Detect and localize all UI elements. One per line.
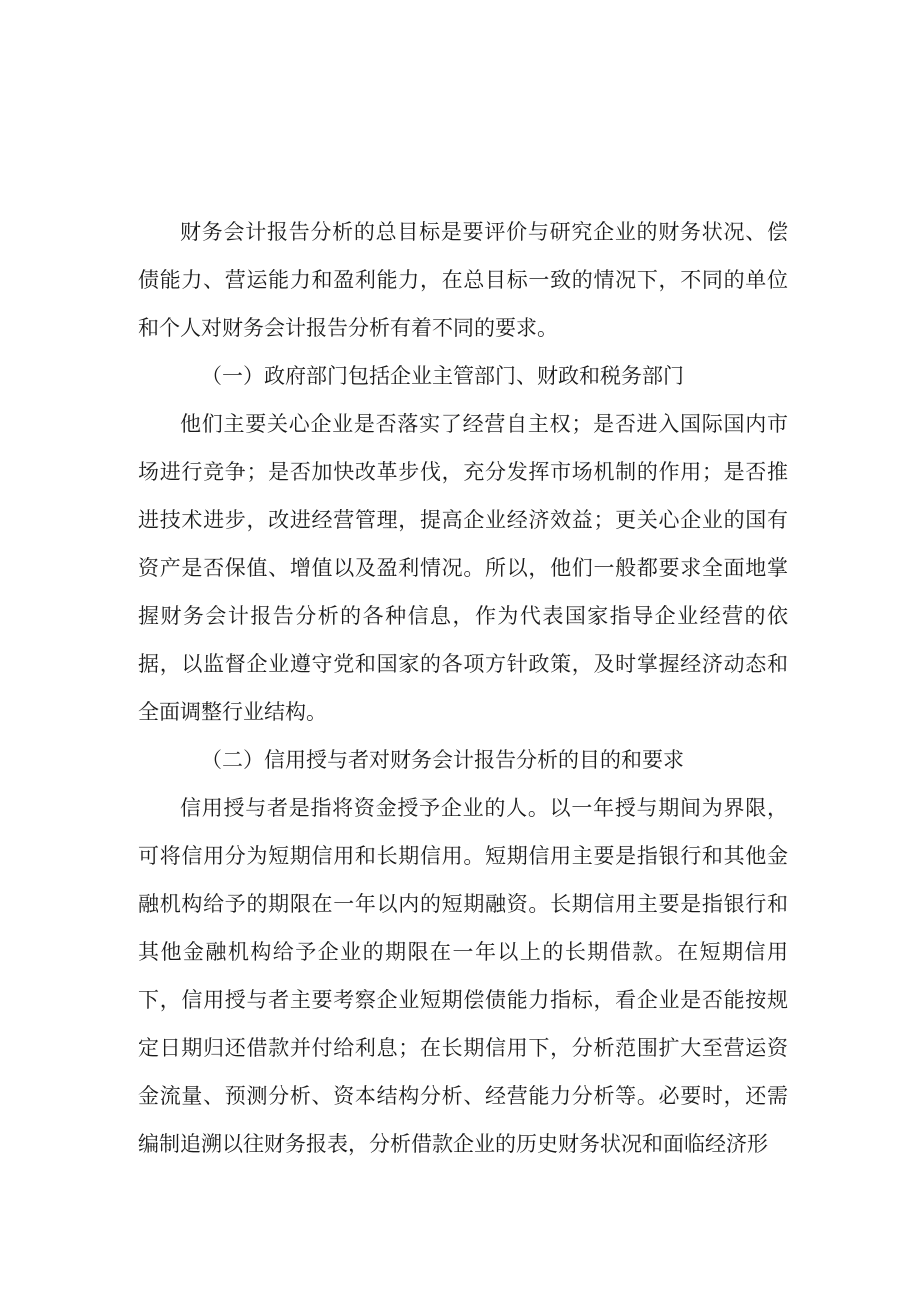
paragraph-creditors: 信用授与者是指将资金授予企业的人。以一年授与期间为界限，可将信用分为短期信用和长期信用。短期信用主要是指银行和其他金融机构给予的期限在一年以内的短期融资。长期信用主要是指银行和其他金融机构给予企业的期限在一年以上的长期借款。在短期信用下，信用授与者主要考察企业短期偿债能力指标，看企业是否能按规定日期归还借款并付给利息；在长期信用下，分析范围扩大至营运资金流量、预测分析、资本结构分析、经营能力分析等。必要时，还需编制追溯以往财务报表，分析借款企业的历史财务状况和面临经济形 [138,796,788,1156]
paragraph-objectives: 财务会计报告分析的总目标是要评价与研究企业的财务状况、偿债能力、营运能力和盈利能力，在总目标一致的情况下，不同的单位和个人对财务会计报告分析有着不同的要求。 [138,220,788,340]
paragraph-government: 他们主要关心企业是否落实了经营自主权；是否进入国际国内市场进行竞争；是否加快改革步伐，充分发挥市场机制的作用；是否推进技术进步，改进经营管理，提高企业经济效益；更关心企业的国有资产是否保值、增值以及盈利情况。所以，他们一般都要求全面地掌握财务会计报告分析的各种信息，作为代表国家指导企业经营的依据，以监督企业遵守党和国家的各项方针政策，及时掌握经济动态和全面调整行业结构。 [138,412,788,724]
section-heading-creditors: （二）信用授与者对财务会计报告分析的目的和要求 [201,748,684,772]
document-body [138,208,788,1168]
section-heading-government: （一）政府部门包括企业主管部门、财政和税务部门 [201,364,684,388]
